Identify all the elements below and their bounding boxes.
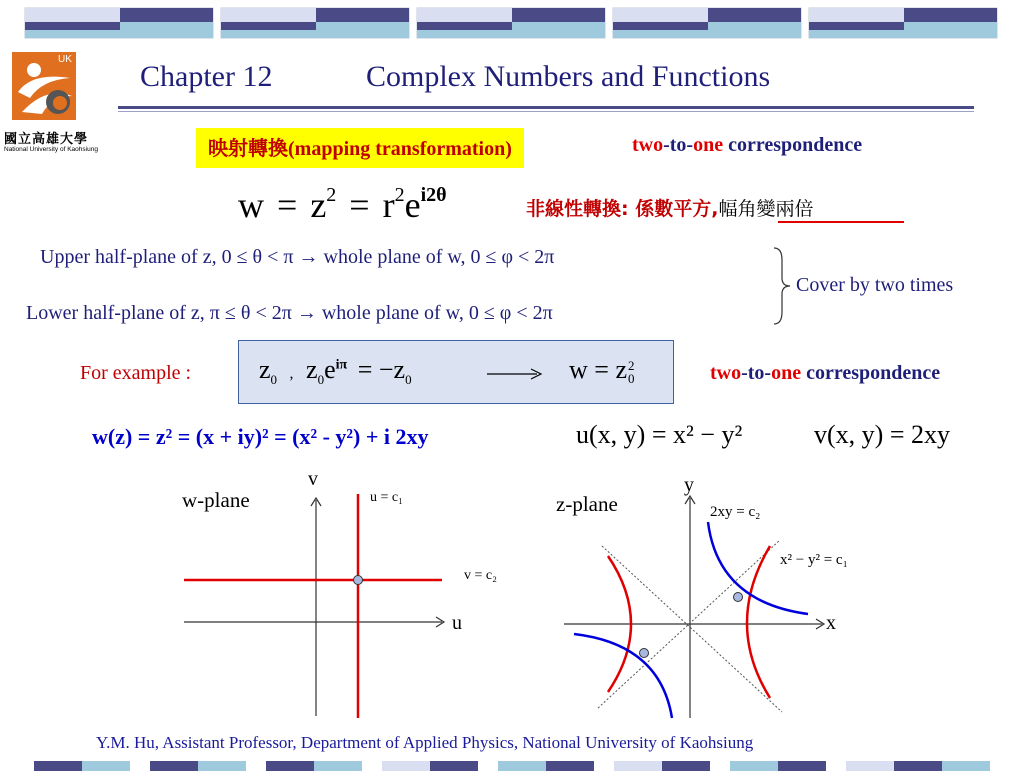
top-banner-graphic bbox=[0, 0, 1024, 48]
correspondence-word: correspondence bbox=[723, 134, 863, 156]
correspondence-word-2: correspondence bbox=[801, 362, 941, 384]
eq-z: z bbox=[310, 185, 327, 225]
eq-r-sq: 2 bbox=[394, 184, 405, 206]
hyp-curve-label: x² − y² = c₁ bbox=[780, 552, 848, 568]
footer-text: Y.M. Hu, Assistant Professor, Department of Applied Physics, National University of Kaohsiung bbox=[96, 733, 754, 752]
logo-badge: UK bbox=[58, 54, 72, 65]
w-axis-u-label: u bbox=[452, 612, 462, 634]
university-logo bbox=[4, 52, 108, 162]
eq-z-sq: 2 bbox=[326, 184, 337, 206]
ex-w-sub: 0 bbox=[627, 371, 635, 387]
upper-half-plane: Upper half-plane of z, 0 ≤ θ < π → whole plane of w, 0 ≤ φ < 2π bbox=[40, 246, 555, 268]
two-word: two bbox=[632, 134, 664, 156]
asymptote-1 bbox=[602, 546, 782, 712]
z-intersection-2 bbox=[640, 649, 649, 658]
eq-e: e bbox=[404, 185, 421, 225]
example-arrow-icon bbox=[487, 367, 543, 381]
title-rule-thin bbox=[118, 111, 974, 112]
xy-curve-label: 2xy = c₂ bbox=[710, 504, 761, 520]
bottom-banner bbox=[0, 758, 1024, 768]
logo-name-zh: 國立高雄大學 bbox=[4, 131, 89, 146]
wz-formula: w(z) = z² = (x + iy)² = (x² - y²) + i 2xy bbox=[92, 424, 429, 449]
cover-brace bbox=[772, 246, 792, 326]
mapping-label-box bbox=[196, 128, 524, 168]
ex-w: w = z bbox=[569, 355, 627, 384]
u-line-label: u = c₁ bbox=[370, 490, 403, 505]
nonlinear-note bbox=[526, 194, 813, 221]
v-formula: v(x, y) = 2xy bbox=[814, 420, 950, 449]
eq-exp: i2θ bbox=[420, 184, 447, 206]
eq-equals-1: = bbox=[277, 185, 298, 225]
ex-z0: z bbox=[259, 355, 271, 384]
ex-eq: = −z bbox=[357, 355, 406, 384]
title-rule bbox=[118, 106, 974, 109]
nonlinear-label: 非線性轉換: bbox=[526, 198, 629, 220]
nonlinear-desc2: 幅角變兩倍 bbox=[718, 198, 814, 220]
w-intersection-point bbox=[354, 576, 363, 585]
z-plane-label: z-plane bbox=[556, 492, 618, 516]
example-expression bbox=[259, 355, 412, 388]
u-formula: u(x, y) = x² − y² bbox=[576, 420, 743, 449]
hyperbola-right bbox=[747, 546, 770, 698]
to-word: -to- bbox=[663, 134, 694, 156]
mapping-label-en: (mapping transformation) bbox=[288, 138, 512, 160]
ex-ipi: iπ bbox=[335, 357, 348, 373]
z-axis-y-label: y bbox=[684, 474, 694, 496]
nonlinear-underline bbox=[778, 221, 904, 223]
w-axis-v-label: v bbox=[308, 468, 318, 490]
eq-r: r bbox=[382, 185, 395, 225]
two-word-2: two bbox=[710, 362, 742, 384]
example-label: For example : bbox=[80, 362, 192, 384]
lower-half-plane: Lower half-plane of z, π ≤ θ < 2π → whole plane of w, 0 ≤ φ < 2π bbox=[26, 302, 553, 324]
z-intersection-1 bbox=[734, 593, 743, 602]
v-line-label: v = c₂ bbox=[464, 568, 497, 583]
ex-eq-sub: 0 bbox=[405, 372, 412, 388]
page-title: Complex Numbers and Functions bbox=[366, 60, 771, 93]
ex-z0b-sub: 0 bbox=[317, 372, 325, 388]
w-plane-diagram bbox=[170, 470, 460, 720]
top-banner bbox=[0, 0, 1024, 48]
logo-name-en: National University of Kaohsiung bbox=[4, 146, 98, 153]
ex-z0-sub: 0 bbox=[270, 372, 278, 388]
z-plane-diagram bbox=[556, 476, 836, 722]
mapping-label-zh: 映射轉換 bbox=[208, 136, 288, 160]
cover-label: Cover by two times bbox=[796, 274, 954, 296]
z-axis-x-label: x bbox=[826, 612, 836, 634]
w-plane-label: w-plane bbox=[182, 488, 250, 512]
ex-e: e bbox=[324, 355, 336, 384]
example-box bbox=[238, 340, 674, 404]
ex-comma: , bbox=[289, 365, 294, 382]
xy-hyperbola-lower bbox=[574, 634, 672, 718]
nonlinear-desc1: 係數平方, bbox=[628, 198, 719, 220]
main-equation bbox=[238, 184, 447, 226]
two-to-one-example bbox=[710, 362, 940, 385]
eq-equals-2: = bbox=[349, 185, 370, 225]
one-word-2: one bbox=[771, 362, 802, 384]
example-w-expression bbox=[569, 355, 634, 385]
chapter-label: Chapter 12 bbox=[140, 60, 273, 93]
ex-w-sq: 2 bbox=[627, 358, 635, 374]
ex-w-stack bbox=[628, 359, 635, 385]
ex-z0b: z bbox=[306, 355, 318, 384]
eq-w: w bbox=[238, 185, 264, 225]
one-word: one bbox=[693, 134, 724, 156]
to-word-2: -to- bbox=[741, 362, 772, 384]
two-to-one-top bbox=[632, 134, 862, 157]
bottom-banner-graphic bbox=[0, 761, 1024, 771]
